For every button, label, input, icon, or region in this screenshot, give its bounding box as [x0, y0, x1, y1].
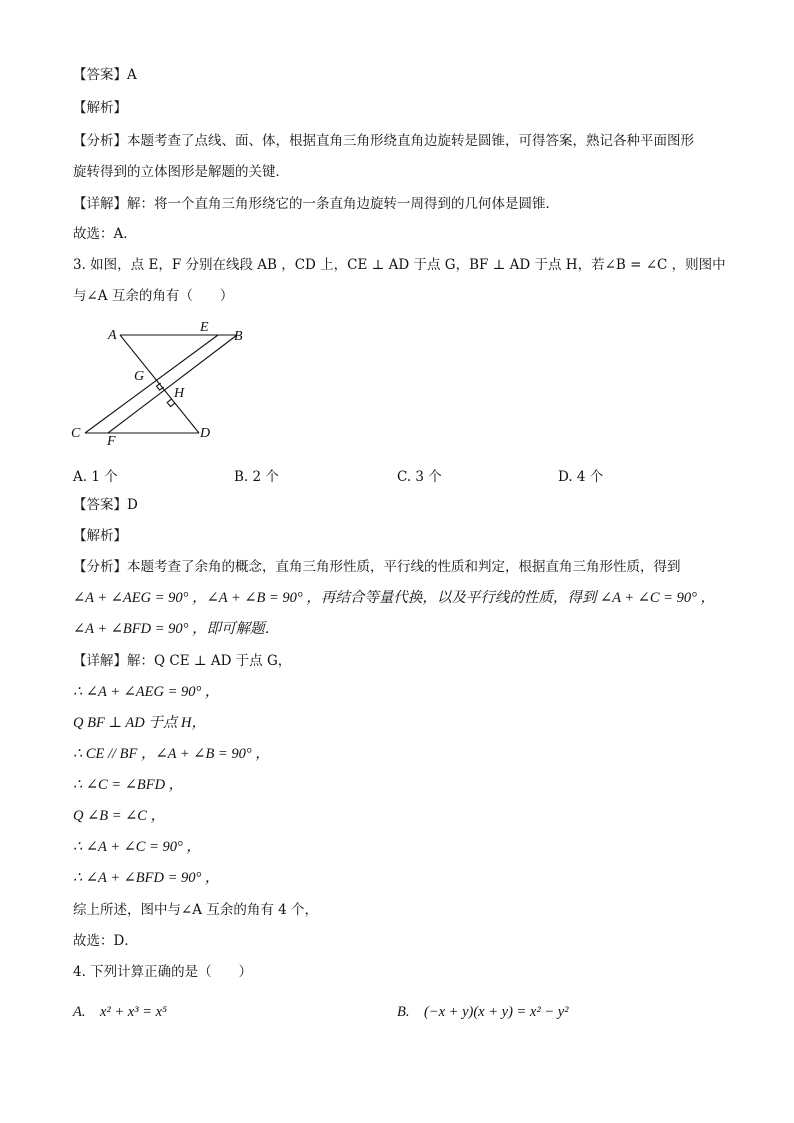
- detail-step: ∴ ∠A + ∠C = 90° ，: [73, 839, 201, 855]
- option-b: B. 2 个: [234, 469, 279, 485]
- detail-step: ∴ CE // BF ，∠A + ∠B = 90° ，: [73, 746, 270, 762]
- label-d: D: [200, 426, 211, 441]
- right-angle-mark-g: [157, 383, 164, 390]
- geometry-figure: [70, 316, 290, 446]
- detail-step: ∴ ∠A + ∠BFD = 90° ，: [73, 870, 220, 886]
- label-c: C: [71, 426, 81, 441]
- answer-label: 【答案】A: [73, 67, 137, 83]
- segment-bf: [108, 335, 237, 433]
- analysis-text: 【分析】本题考查了点线、面、体，根据直角三角形绕直角边旋转是圆锥，可得答案，熟记各种平面图形: [73, 133, 694, 149]
- question-stem: 与∠A 互余的角有（ ）: [73, 288, 234, 304]
- option-b: B. (−x + y)(x + y) = x² − y²: [397, 1004, 569, 1020]
- detail-step: ∴ ∠C = ∠BFD ，: [73, 777, 184, 793]
- analysis-text: ∠A + ∠BFD = 90° ，即可解题．: [73, 621, 280, 637]
- label-h: H: [174, 386, 185, 401]
- analysis-heading: 【解析】: [73, 100, 127, 116]
- option-a: A. 1 个: [73, 469, 118, 485]
- detail-text: 【详解】解：将一个直角三角形绕它的一条直角边旋转一周得到的几何体是圆锥．: [73, 196, 559, 212]
- label-f: F: [107, 434, 116, 446]
- question-stem: 3. 如图，点 E，F 分别在线段 AB ，CD 上，CE ⊥ AD 于点 G，BF ⊥ AD 于点 H，若∠B = ∠C ，则图中: [73, 257, 726, 273]
- analysis-heading: 【解析】: [73, 528, 127, 544]
- detail-step: Q BF ⊥ AD 于点 H，: [73, 715, 206, 731]
- detail-step: ∴ ∠A + ∠AEG = 90° ，: [73, 684, 220, 700]
- conclusion-text: 故选：A．: [73, 226, 137, 242]
- detail-step: Q ∠B = ∠C ，: [73, 808, 166, 824]
- label-e: E: [200, 320, 209, 335]
- option-d: D. 4 个: [558, 469, 604, 485]
- segment-ce: [85, 335, 218, 433]
- detail-step: 【详解】解：Q CE ⊥ AD 于点 G，: [73, 653, 292, 669]
- analysis-text: ∠A + ∠AEG = 90° ，∠A + ∠B = 90° ，再结合等量代换，以及平行线的性质，得到 ∠A + ∠C = 90° ，: [73, 590, 715, 606]
- answer-label: 【答案】D: [73, 497, 138, 513]
- conclusion-text: 故选：D．: [73, 933, 138, 949]
- option-a: A. x² + x³ = x⁵: [73, 1004, 168, 1020]
- analysis-text: 【分析】本题考查了余角的概念，直角三角形性质，平行线的性质和判定，根据直角三角形性质，得到: [73, 559, 681, 575]
- analysis-text: 旋转得到的立体图形是解题的关键．: [73, 164, 289, 180]
- label-g: G: [134, 369, 145, 384]
- summary-text: 综上所述，图中与∠A 互余的角有 4 个，: [73, 902, 319, 918]
- option-c: C. 3 个: [397, 469, 442, 485]
- label-a: A: [108, 328, 117, 343]
- label-b: B: [234, 329, 243, 344]
- question-stem: 4. 下列计算正确的是（ ）: [73, 964, 253, 980]
